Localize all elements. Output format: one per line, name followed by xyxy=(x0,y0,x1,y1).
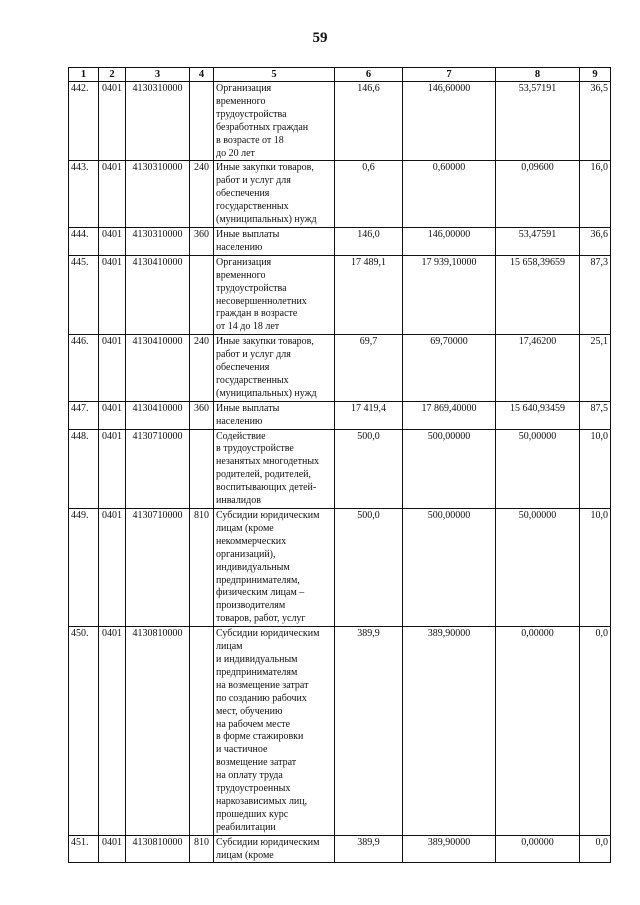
expense-type-code: 810 xyxy=(190,835,214,863)
target-article-code: 4130310000 xyxy=(126,82,190,161)
item-name: Иные выплаты населению xyxy=(214,227,335,255)
target-article-code: 4130310000 xyxy=(126,161,190,228)
header-row xyxy=(69,68,611,82)
item-name: Субсидии юридическим лицам (кроме некоммерческих организаций), индивидуальным предпринимателям, физическим лицам – производителям товаров, работ, услуг xyxy=(214,509,335,627)
value-col6: 17 419,4 xyxy=(335,401,403,429)
table-row xyxy=(69,429,611,508)
row-number: 443. xyxy=(69,161,99,228)
section-code: 0401 xyxy=(99,401,126,429)
target-article-code: 4130810000 xyxy=(126,835,190,863)
value-col8: 15 658,39659 xyxy=(496,255,580,334)
expense-type-code xyxy=(190,627,214,836)
table-row xyxy=(69,627,611,836)
expense-type-code: 360 xyxy=(190,227,214,255)
table-row xyxy=(69,227,611,255)
table-row xyxy=(69,509,611,627)
row-number: 442. xyxy=(69,82,99,161)
value-col6: 500,0 xyxy=(335,429,403,508)
section-code: 0401 xyxy=(99,82,126,161)
item-name: Иные закупки товаров, работ и услуг для обеспечения государственных (муниципальных) нужд xyxy=(214,335,335,402)
row-number: 446. xyxy=(69,335,99,402)
col-header: 4 xyxy=(190,68,214,82)
expense-type-code xyxy=(190,82,214,161)
value-col6: 500,0 xyxy=(335,509,403,627)
row-number: 445. xyxy=(69,255,99,334)
col-header: 5 xyxy=(214,68,335,82)
target-article-code: 4130710000 xyxy=(126,509,190,627)
row-number: 444. xyxy=(69,227,99,255)
expense-type-code xyxy=(190,255,214,334)
section-code: 0401 xyxy=(99,227,126,255)
item-name: Иные выплаты населению xyxy=(214,401,335,429)
page-number: 59 xyxy=(312,30,328,46)
table-row xyxy=(69,401,611,429)
table-row xyxy=(69,161,611,228)
col-header: 7 xyxy=(403,68,496,82)
table-row xyxy=(69,335,611,402)
value-col8: 0,09600 xyxy=(496,161,580,228)
value-col6: 389,9 xyxy=(335,627,403,836)
item-name: Содействие в трудоустройстве незанятых многодетных родителей, родителей, воспитывающих детей- инвалидов xyxy=(214,429,335,508)
value-col9: 36,5 xyxy=(580,82,611,161)
expense-type-code: 240 xyxy=(190,335,214,402)
value-col7: 17 939,10000 xyxy=(403,255,496,334)
target-article-code: 4130310000 xyxy=(126,227,190,255)
target-article-code: 4130410000 xyxy=(126,335,190,402)
value-col8: 53,47591 xyxy=(496,227,580,255)
section-code: 0401 xyxy=(99,509,126,627)
table-row xyxy=(69,835,611,863)
value-col8: 0,00000 xyxy=(496,835,580,863)
col-header: 3 xyxy=(126,68,190,82)
target-article-code: 4130710000 xyxy=(126,429,190,508)
value-col8: 17,46200 xyxy=(496,335,580,402)
value-col9: 10,0 xyxy=(580,429,611,508)
section-code: 0401 xyxy=(99,255,126,334)
value-col6: 17 489,1 xyxy=(335,255,403,334)
col-header: 8 xyxy=(496,68,580,82)
item-name: Иные закупки товаров, работ и услуг для обеспечения государственных (муниципальных) нужд xyxy=(214,161,335,228)
row-number: 449. xyxy=(69,509,99,627)
value-col7: 17 869,40000 xyxy=(403,401,496,429)
row-number: 450. xyxy=(69,627,99,836)
item-name: Субсидии юридическим лицам и индивидуальным предпринимателям на возмещение затрат по созданию рабочих мест, обучению на рабочем месте в форме стажировки и частичное возмещение затрат на оплату труда трудоустроенных наркозависимых лиц, прошедших курс реабилитации xyxy=(214,627,335,836)
col-header: 6 xyxy=(335,68,403,82)
target-article-code: 4130810000 xyxy=(126,627,190,836)
row-number: 447. xyxy=(69,401,99,429)
value-col8: 50,00000 xyxy=(496,429,580,508)
value-col9: 16,0 xyxy=(580,161,611,228)
col-header: 2 xyxy=(99,68,126,82)
value-col9: 25,1 xyxy=(580,335,611,402)
value-col6: 0,6 xyxy=(335,161,403,228)
section-code: 0401 xyxy=(99,429,126,508)
value-col9: 0,0 xyxy=(580,835,611,863)
item-name: Организация временного трудоустройства несовершеннолетних граждан в возрасте от 14 до 18 лет xyxy=(214,255,335,334)
expense-type-code: 240 xyxy=(190,161,214,228)
value-col9: 10,0 xyxy=(580,509,611,627)
value-col8: 15 640,93459 xyxy=(496,401,580,429)
row-number: 451. xyxy=(69,835,99,863)
value-col6: 146,0 xyxy=(335,227,403,255)
value-col7: 500,00000 xyxy=(403,509,496,627)
item-name: Субсидии юридическим лицам (кроме xyxy=(214,835,335,863)
row-number: 448. xyxy=(69,429,99,508)
value-col7: 146,00000 xyxy=(403,227,496,255)
expense-type-code: 360 xyxy=(190,401,214,429)
value-col7: 0,60000 xyxy=(403,161,496,228)
value-col6: 146,6 xyxy=(335,82,403,161)
expense-type-code: 810 xyxy=(190,509,214,627)
budget-table xyxy=(68,67,611,863)
value-col9: 87,3 xyxy=(580,255,611,334)
section-code: 0401 xyxy=(99,161,126,228)
section-code: 0401 xyxy=(99,335,126,402)
value-col8: 50,00000 xyxy=(496,509,580,627)
value-col7: 146,60000 xyxy=(403,82,496,161)
value-col9: 36,6 xyxy=(580,227,611,255)
value-col6: 69,7 xyxy=(335,335,403,402)
value-col7: 500,00000 xyxy=(403,429,496,508)
section-code: 0401 xyxy=(99,835,126,863)
value-col6: 389,9 xyxy=(335,835,403,863)
value-col7: 389,90000 xyxy=(403,835,496,863)
value-col8: 53,57191 xyxy=(496,82,580,161)
value-col8: 0,00000 xyxy=(496,627,580,836)
target-article-code: 4130410000 xyxy=(126,255,190,334)
expense-type-code xyxy=(190,429,214,508)
item-name: Организация временного трудоустройства безработных граждан в возрасте от 18 до 20 лет xyxy=(214,82,335,161)
col-header: 9 xyxy=(580,68,611,82)
table-row xyxy=(69,82,611,161)
section-code: 0401 xyxy=(99,627,126,836)
target-article-code: 4130410000 xyxy=(126,401,190,429)
col-header: 1 xyxy=(69,68,99,82)
value-col7: 389,90000 xyxy=(403,627,496,836)
value-col9: 87,5 xyxy=(580,401,611,429)
value-col7: 69,70000 xyxy=(403,335,496,402)
value-col9: 0,0 xyxy=(580,627,611,836)
table-row xyxy=(69,255,611,334)
